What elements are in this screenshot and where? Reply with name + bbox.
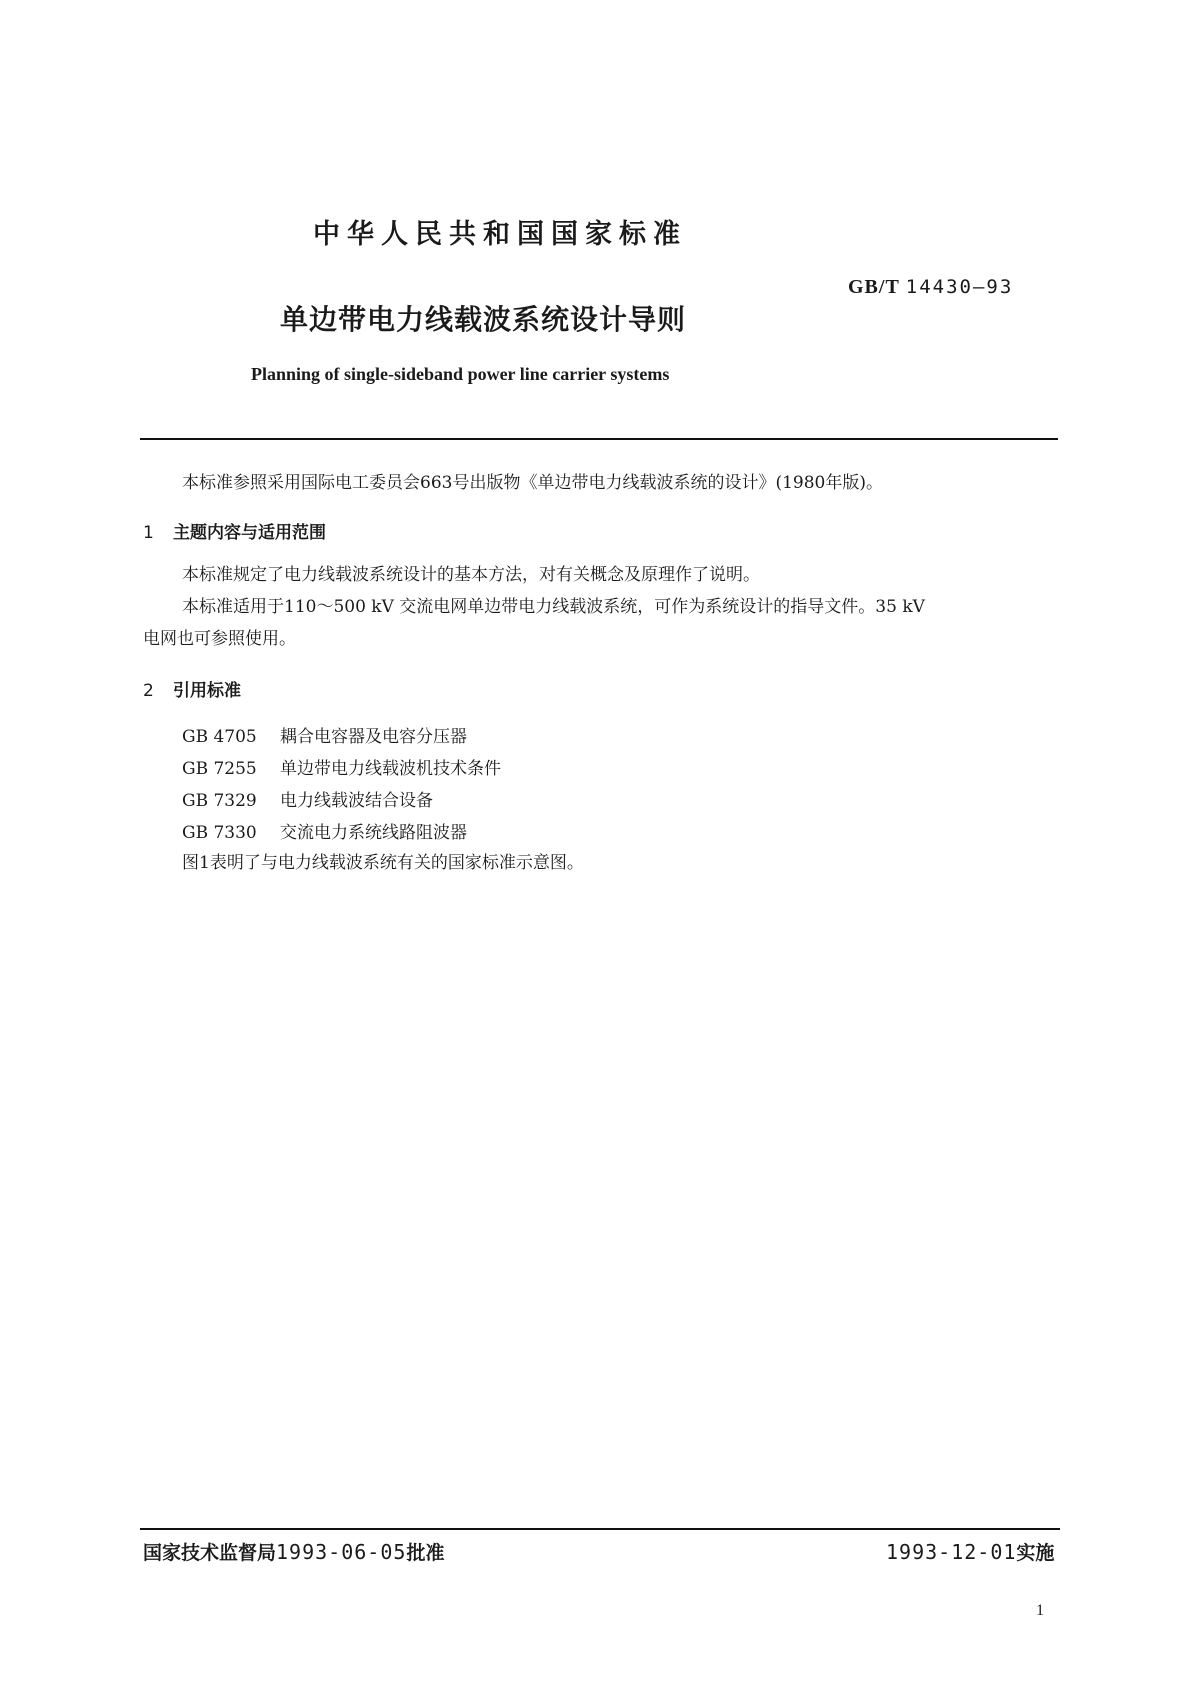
reference-code: GB 7330: [182, 823, 257, 843]
reference-item: [182, 818, 467, 843]
reference-name: 电力线载波结合设备: [280, 791, 433, 811]
section-1-number: 1: [143, 523, 154, 543]
reference-code: GB 4705: [182, 727, 257, 747]
standard-number: 14430—93: [905, 276, 1014, 298]
reference-code: GB 7255: [182, 759, 257, 779]
document-title: 单边带电力线载波系统设计导则: [280, 303, 687, 336]
reference-name: 耦合电容器及电容分压器: [280, 727, 467, 747]
reference-name: 交流电力系统线路阻波器: [280, 823, 467, 843]
intro-paragraph: 本标准参照采用国际电工委员会663号出版物《单边带电力线载波系统的设计》(1980年版)。: [182, 473, 883, 493]
approve-label: 批准: [406, 1542, 445, 1564]
implement-label: 实施: [1016, 1542, 1055, 1564]
implementation-line: [886, 1538, 1054, 1565]
section-1-heading: [143, 518, 326, 543]
reference-item: [182, 786, 433, 811]
section-2-number: 2: [143, 681, 154, 701]
page-number: 1: [1036, 1602, 1044, 1619]
section-1-title: 主题内容与适用范围: [173, 523, 326, 543]
document-title-english: Planning of single-sideband power line carrier systems: [251, 364, 670, 384]
section-1-paragraph-2-line-1: 本标准适用于110～500 kV 交流电网单边带电力线载波系统，可作为系统设计的指导文件。35 kV: [182, 597, 925, 617]
reference-item: [182, 722, 467, 747]
national-standard-heading: 中华人民共和国国家标准: [313, 219, 687, 250]
section-2-title: 引用标准: [173, 681, 241, 701]
reference-item: [182, 754, 501, 779]
approve-date: 1993-06-05: [276, 1540, 407, 1564]
top-divider: [140, 438, 1058, 440]
section-1-paragraph-2-line-2: 电网也可参照使用。: [143, 629, 296, 649]
reference-name: 单边带电力线载波机技术条件: [280, 759, 501, 779]
reference-code: GB 7329: [182, 791, 257, 811]
section-1-paragraph-1: 本标准规定了电力线载波系统设计的基本方法，对有关概念及原理作了说明。: [182, 565, 760, 585]
figure-note: 图1表明了与电力线载波系统有关的国家标准示意图。: [182, 853, 584, 873]
bottom-divider: [140, 1528, 1060, 1530]
section-2-heading: [143, 676, 241, 701]
standard-code: [848, 276, 1013, 299]
implement-date: 1993-12-01: [886, 1540, 1017, 1564]
issuer: 国家技术监督局: [143, 1542, 277, 1564]
approval-line: [143, 1538, 444, 1565]
standard-prefix: GB/T: [848, 276, 900, 298]
